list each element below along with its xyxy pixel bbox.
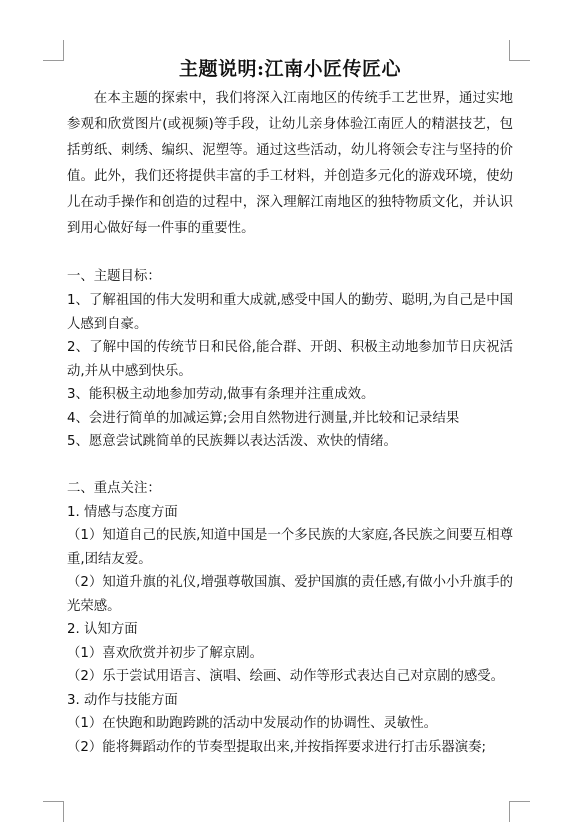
- section-focus-heading: 二、重点关注：: [67, 480, 161, 496]
- blank-line: [67, 454, 513, 477]
- focus-cognition-heading: 2. 认知方面: [67, 622, 138, 637]
- intro-paragraph: 在本主题的探索中，我们将深入江南地区的传统手工艺世界，通过实地参观和欣赏图片(或视频)等手段，让幼儿亲身体验江南匠人的精湛技艺，包括剪纸、刺绣、编织、泥塑等。通过这些活动，幼儿将领会专注与坚持的价值。此外，我们还将提供丰富的手工材料，并创造多元化的游戏环境，使幼儿在动手操作和创造的过程中，深入理解江南地区的独特物质文化，并认识到用心做好每一件事的重要性。: [67, 91, 513, 236]
- document-title: 主题说明:江南小匠传匠心: [178, 58, 401, 80]
- goal-item-5: 5、愿意尝试跳简单的民族舞以表达活泼、欢快的情绪。: [67, 434, 397, 449]
- page-corner-mark-top-left: [43, 40, 64, 61]
- page-corner-mark-bottom-left: [43, 801, 64, 822]
- goal-item-3: 3、能积极主动地参加劳动,做事有条理并注重成效。: [67, 387, 375, 402]
- focus-skills-item-2: （2）能将舞蹈动作的节奏型提取出来,并按指挥要求进行打击乐器演奏;: [67, 739, 487, 755]
- focus-emotion-item-1: （1）知道自己的民族,知道中国是一个多民族的大家庭,各民族之间要互相尊重,团结友爱。: [67, 528, 513, 567]
- section-goals-heading: 一、主题目标：: [67, 269, 161, 284]
- focus-skills-heading: 3. 动作与技能方面: [67, 692, 178, 708]
- blank-line: [67, 242, 513, 265]
- focus-skills-item-1: （1）在快跑和助跑跨跳的活动中发展动作的协调性、灵敏性。: [67, 716, 438, 731]
- goal-item-4: 4、会进行简单的加减运算;会用自然物进行测量,并比较和记录结果: [67, 410, 460, 426]
- focus-cognition-item-2: （2）乐于尝试用语言、演唱、绘画、动作等形式表达自己对京剧的感受。: [67, 669, 505, 684]
- goal-item-1: 1、了解祖国的伟大发明和重大成就,感受中国人的勤劳、聪明,为自己是中国人感到自豪。: [67, 293, 513, 332]
- goal-item-2: 2、了解中国的传统节日和民俗,能合群、开朗、积极主动地参加节日庆祝活动,并从中感到快乐。: [67, 340, 513, 379]
- document-page: [67, 56, 513, 759]
- page-corner-mark-bottom-right: [509, 801, 530, 822]
- focus-emotion-heading: 1. 情感与态度方面: [67, 504, 178, 520]
- focus-cognition-item-1: （1）喜欢欣赏并初步了解京剧。: [67, 645, 263, 661]
- focus-emotion-item-2: （2）知道升旗的礼仪,增强尊敬国旗、爱护国旗的责任感,有做小小升旗手的光荣感。: [67, 575, 513, 614]
